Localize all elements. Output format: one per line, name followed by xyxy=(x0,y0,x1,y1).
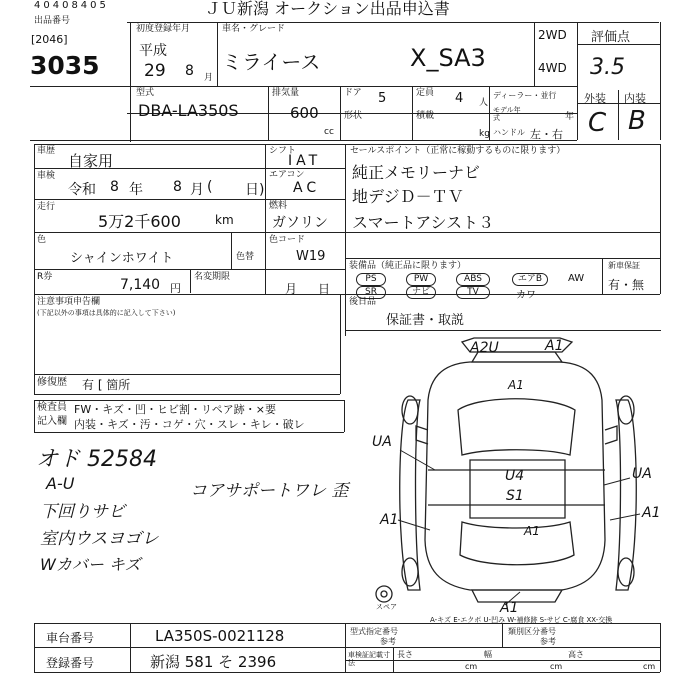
auction-title: ＪＵ新潟 オークション出品申込書 xyxy=(205,0,450,18)
class-number-ref: 参考 xyxy=(540,637,556,646)
lot-number-label: 出品番号 xyxy=(34,16,71,26)
doors: 5 xyxy=(378,91,387,106)
selling-point-1: 純正メモリーナビ xyxy=(352,163,481,182)
equip-aw: AW xyxy=(568,273,585,284)
inspector-label: 検査員 xyxy=(37,402,67,413)
interior-label: 内装 xyxy=(624,92,646,105)
vehicle-label: 車名・グレード xyxy=(222,24,286,34)
recycle-value: 7,140 xyxy=(120,277,161,293)
equip-sr: SR xyxy=(356,286,386,299)
dim-width: 幅 xyxy=(484,650,492,659)
year-unit: 年 xyxy=(565,112,575,122)
repair-label: 修復歴 xyxy=(37,377,67,388)
plate-label: 登録番号 xyxy=(46,656,95,670)
selling-point-2: 地デジＤ－ＴＶ xyxy=(352,187,464,206)
spare-label: スペア xyxy=(376,603,397,611)
drive-4wd: 4WD xyxy=(538,61,567,75)
ac-value: AC xyxy=(293,180,321,196)
bracket-id: [2046] xyxy=(31,33,68,46)
model-year-label: モデル年式 xyxy=(493,106,521,122)
dim-length: 長さ xyxy=(397,650,413,659)
damage-mark-roof-1: U4 xyxy=(505,468,525,484)
inspection-year-unit: 年 xyxy=(129,182,143,198)
damage-mark-left-rear: A1 xyxy=(380,512,399,528)
registration-year: 29 xyxy=(144,61,166,81)
mileage-label: 走行 xyxy=(37,202,56,212)
notes-label: 注意事項申告欄 xyxy=(37,297,101,307)
color-code: W19 xyxy=(296,249,326,264)
damage-mark-right-rear: A1 xyxy=(642,505,661,521)
chassis-label: 車台番号 xyxy=(46,631,95,645)
inspector-sub: 記入欄 xyxy=(37,416,67,427)
new-car-warranty-label: 新車保証 xyxy=(608,261,640,270)
doors-label: ドア xyxy=(344,88,362,98)
model-code: DBA-LA350S xyxy=(138,101,239,120)
handwritten-line-6: Wカバー キズ xyxy=(40,555,141,574)
inspection-month: 8 xyxy=(173,179,182,195)
after-sale-label: 後日品 xyxy=(349,297,377,307)
expire-day: 日 xyxy=(318,282,331,296)
usage-value: 自家用 xyxy=(68,152,114,170)
damage-mark-roof-2: S1 xyxy=(506,488,524,504)
registration-era: 平成 xyxy=(139,43,167,59)
equip-tv: TV xyxy=(456,286,490,299)
ac-label: エアコン xyxy=(269,170,305,180)
inspection-era: 令和 xyxy=(68,182,96,198)
equipment-label: 装備品（純正品に限ります） xyxy=(349,261,467,271)
lot-number: 3035 xyxy=(30,51,100,80)
equip-airbag: エアB xyxy=(512,273,548,286)
selling-points-label: セールスポイント（正常に稼動するものに限ります） xyxy=(350,146,566,156)
class-number-label: 類別区分番号 xyxy=(508,627,556,636)
damage-mark-front-2: A1 xyxy=(545,338,564,354)
handwritten-line-2: A-U xyxy=(46,474,75,493)
exterior-label: 外装 xyxy=(584,92,606,105)
vehicle-name: ミライース xyxy=(222,50,321,74)
seats-label: 定員 xyxy=(416,88,435,98)
dim-cm-2: cm xyxy=(550,662,563,671)
after-sale-value: 保証書・取説 xyxy=(386,313,465,328)
handwritten-odometer: オド 52584 xyxy=(36,447,157,472)
shift-label: シフト xyxy=(269,146,297,156)
type-designation-label: 型式指定番号 xyxy=(350,627,398,636)
dim-height: 高さ xyxy=(568,650,584,659)
registration-month: 8 xyxy=(185,63,194,79)
inspector-row-1: FW・キズ・凹・ヒビ割・リペア跡・×要 xyxy=(74,403,276,416)
handle-value: 左・右 xyxy=(530,128,563,141)
color-code-label: 色コード xyxy=(269,235,306,245)
displacement: 600 xyxy=(290,104,319,122)
seats-unit: 人 xyxy=(479,98,489,108)
name-change-label: 名変期限 xyxy=(194,272,231,282)
kg-unit: kg xyxy=(479,129,490,139)
inspection-paren: ( xyxy=(207,179,213,195)
recycle-unit: 円 xyxy=(170,282,181,295)
capacity-label: 積載 xyxy=(416,111,435,121)
damage-mark-trunk: A1 xyxy=(524,524,540,538)
repair-value: 有 [ 箇所 xyxy=(82,378,131,392)
inspection-month-unit: 月 xyxy=(190,182,204,198)
grade-label: 評価点 xyxy=(591,30,631,45)
registration-label: 初度登録年月 xyxy=(136,24,191,34)
exterior-grade: C xyxy=(588,108,607,138)
new-car-warranty-value: 有・無 xyxy=(608,278,645,292)
interior-grade: B xyxy=(628,106,646,136)
fuel-value: ガソリン xyxy=(272,215,328,231)
color-change-label: 色替 xyxy=(236,252,255,262)
dimensions-label: 車検証記載寸法 xyxy=(348,651,390,667)
inspector-row-2: 内装・キズ・汚・コゲ・穴・スレ・キレ・破レ xyxy=(74,418,305,431)
fuel-label: 燃料 xyxy=(269,201,288,211)
damage-mark-hood: A1 xyxy=(508,378,524,392)
equip-navi: ナビ xyxy=(406,286,436,299)
type-designation-ref: 参考 xyxy=(380,637,396,646)
expire-month: 月 xyxy=(285,282,298,296)
registration-month-unit: 月 xyxy=(204,73,214,83)
damage-legend: A-キズ E-エクボ U-凹み W-補修跡 S-サビ C-腐食 XX-交換 xyxy=(430,616,613,624)
dim-cm-1: cm xyxy=(465,662,478,671)
equip-ps: PS xyxy=(356,273,386,286)
inspection-day-unit: 日) xyxy=(245,182,265,198)
grade-score: 3.5 xyxy=(590,55,625,80)
recycle-label: R券 xyxy=(37,272,53,282)
selling-point-3: スマートアシスト３ xyxy=(352,213,495,232)
dim-cm-3: cm xyxy=(643,662,656,671)
handle-label: ハンドル xyxy=(493,128,525,137)
usage-label: 車歴 xyxy=(37,146,56,156)
shift-value: IAT xyxy=(288,153,322,169)
vehicle-grade: X_SA3 xyxy=(410,44,486,72)
mileage-unit: km xyxy=(215,213,234,227)
plate-number: 新潟 581 そ 2396 xyxy=(150,653,277,671)
equip-abs: ABS xyxy=(456,273,490,286)
equip-pw: PW xyxy=(406,273,436,286)
shape-label: 形状 xyxy=(344,111,363,121)
color-value: シャインホワイト xyxy=(70,251,174,266)
top-code: 40408405 xyxy=(34,0,109,11)
damage-mark-rear: A1 xyxy=(500,600,519,616)
inspection-label: 車検 xyxy=(37,171,56,181)
notes-sub: (下記以外の事項は具体的に記入して下さい) xyxy=(37,309,176,317)
handwritten-line-5: 室内ウスヨゴレ xyxy=(40,529,159,549)
chassis-number: LA350S-0021128 xyxy=(155,627,285,645)
equip-leather: カワ xyxy=(516,290,536,301)
handwritten-line-4: 下回りサビ xyxy=(40,502,125,522)
handwritten-line-3: コアサポートワレ 歪 xyxy=(190,481,349,501)
dealer-label: ディーラー・並行 xyxy=(493,91,557,100)
model-label: 型式 xyxy=(136,88,155,98)
seats: 4 xyxy=(455,91,464,106)
displacement-label: 排気量 xyxy=(272,88,300,98)
color-label: 色 xyxy=(37,235,47,245)
damage-mark-front-1: A2U xyxy=(470,340,499,356)
drive-2wd: 2WD xyxy=(538,28,567,42)
inspection-year: 8 xyxy=(110,179,119,195)
mileage-value: 5万2千600 xyxy=(98,212,181,231)
cc-unit: cc xyxy=(324,127,334,137)
damage-mark-left-front: UA xyxy=(372,434,392,450)
damage-mark-right-front: UA xyxy=(632,466,652,482)
